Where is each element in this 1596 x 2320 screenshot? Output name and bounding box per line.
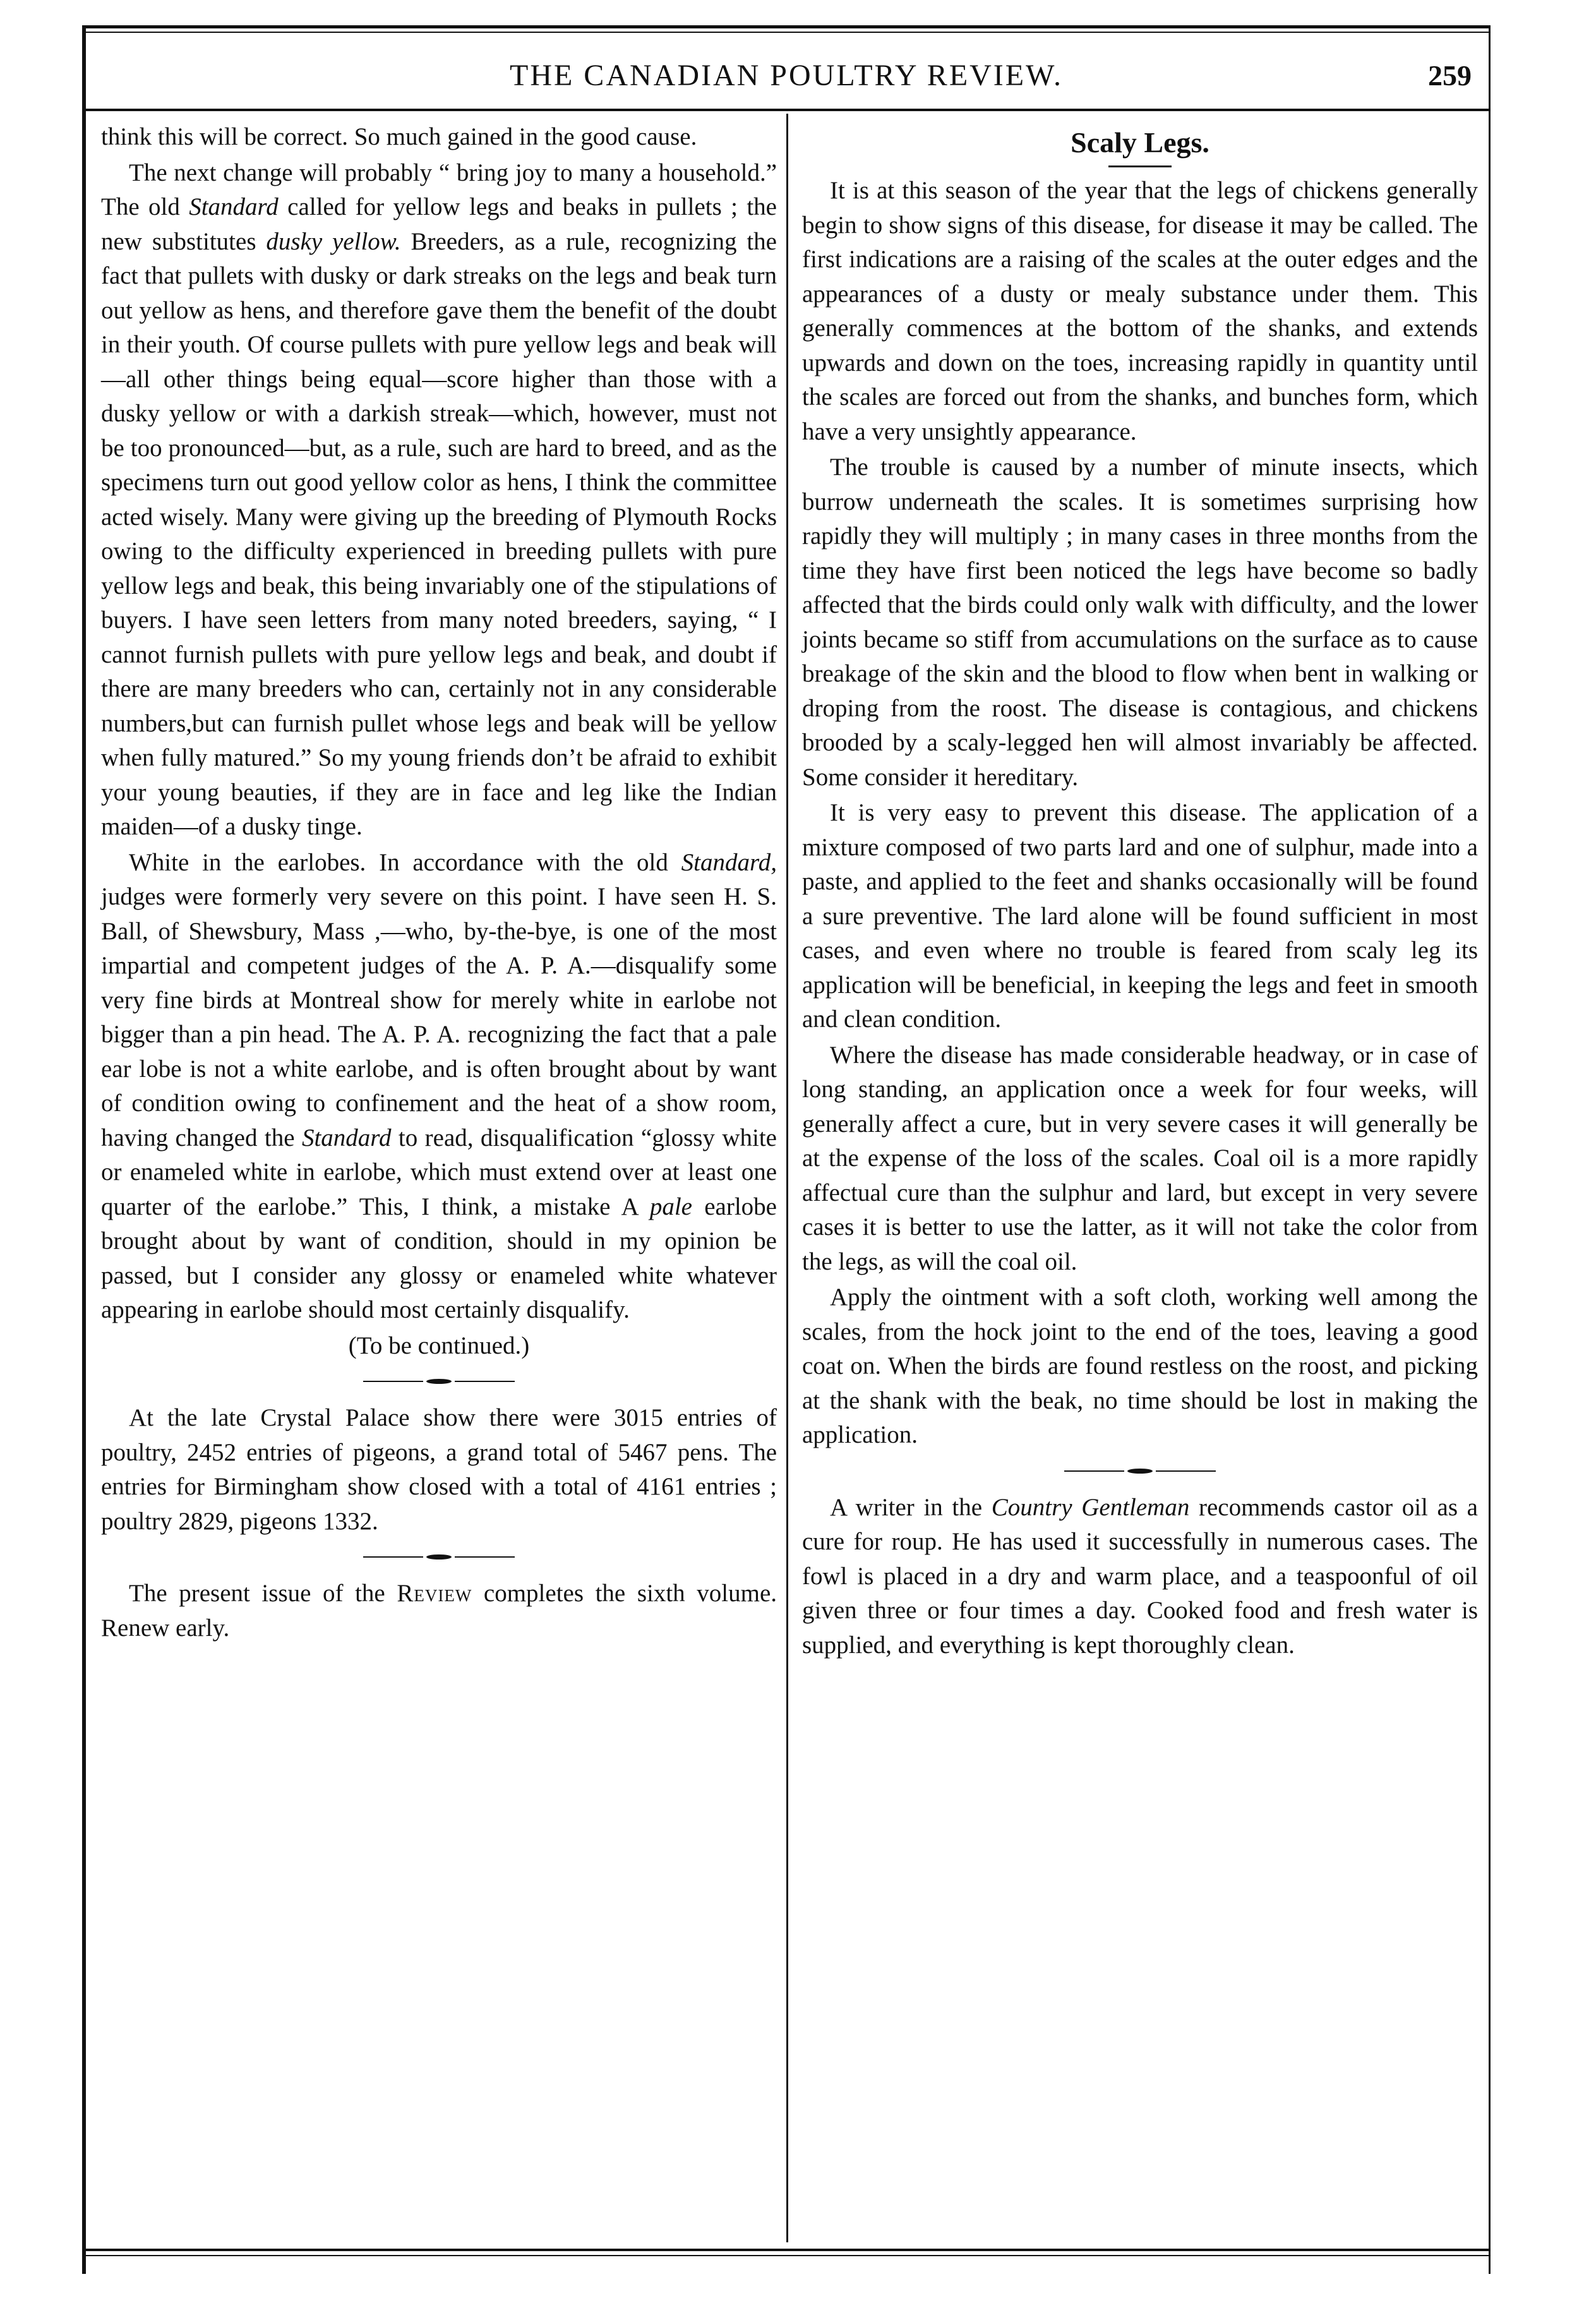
ornament-rule-icon [1064,1468,1216,1474]
paragraph: Where the disease has made considerable headway, or in case of long standing, an application once a week for four weeks, will generally affect a cure, but in very severe cases it will generally be at the expense of the loss of the scales. Coal oil is a more rapidly affectual cure than the sulphur and lard, but except in very severe cases it is better to use the latter, as it will not take the color from the legs, as will the coal oil. [802,1041,1478,1275]
title-rule [1108,165,1172,167]
bottom-rule-thin [82,2255,1491,2256]
italic-run: dusky yellow. [266,227,401,255]
paragraph [802,1491,1478,1663]
header-rule [82,109,1491,111]
italic-run: Standard [301,1124,392,1151]
paragraph: At the late Crystal Palace show there were 3015 entries of poultry, 2452 entries of pigeons, a grand total of 5467 pens. The entries for Birmingham show closed with a total of 4161 entries ; poultry 2829, pigeons 1332. [101,1404,777,1535]
text-run: The next change will probably “ bring joy to many a household.” The old [101,159,777,220]
ornament-rule-icon [363,1378,515,1385]
ornament-separator [101,1539,777,1577]
text-run: earlobe brought about by want of condition, should in my opinion be passed, but I consider any glossy or enameled white whatever appearing in earlobe should most certainly disqualify. [101,1193,777,1323]
paragraph: The trouble is caused by a number of minute insects, which burrow underneath the scales. It is sometimes surprising how rapidly they will multiply ; in many cases in three months from the time they have first been noticed the legs have become so badly affected that the birds could only walk with difficulty, and the lower joints became so stiff from accumulations on the surface as to cause breakage of the skin and the blood to flow when bent in walking or droping from the roost. The disease is contagious, and chickens brooded by a scaly-legged hen will almost invariably be affected. Some consider it hereditary. [802,454,1478,791]
small-caps-run: Review [397,1580,472,1607]
paragraph [101,846,777,1328]
ornament-separator [802,1453,1478,1491]
newspaper-page [82,25,1491,2293]
page-header [95,51,1478,101]
left-column [101,120,777,1645]
text-run: called for yellow legs and beaks in pullets ; the new substitutes [101,193,777,255]
paragraph: It is at this season of the year that the legs of chickens generally begin to show signs of this disease, for disease it may be called. The first indications are a raising of the scales at the outer edges and the appearances of a dusty or mealy substance under them. This generally commences at the bottom of the shanks, and extends upwards and down on the toes, increasing rapidly in quantity until the scales are forced out from the shanks, and bunches form, which have a very unsightly appearance. [802,177,1478,445]
right-column [802,120,1478,1662]
text-run: Breeders, as a rule, recognizing the fact that pullets with dusky or dark streaks on the legs and beak turn out yellow as hens, and therefore gave them the benefit of the doubt in their youth. Of course pullets with pure yellow legs and beak will—all other things being equal—score higher than those with a dusky yellow or with a darkish streak—which, however, must not be too pronounced—but, as a rule, such are hard to breed, and as the specimens turn out good yellow color as hens, I think the committee acted wisely. Many were giving up the breeding of Plymouth Rocks owing to the difficulty experienced in breeding pullets with pure yellow legs and beak, this being invariably one of the stipulations of buyers. I have seen letters from many noted breeders, saying, “ I cannot furnish pullets with pure yellow legs and beak, and doubt if there are many breeders who can, certainly not in any considerable numbers,but can furnish pullet whose legs and beak will be yellow when fully matured.” So my young friends don’t be afraid to exhibit your young beauties, if they are in face and leg like the Indian maiden—of a dusky tinge. [101,227,777,840]
italic-run: Country Gentleman [991,1493,1190,1521]
paragraph: Apply the ointment with a soft cloth, working well among the scales, from the hock joint to the end of the toes, leaving a good coat on. When the birds are found restless on the roost, and picking at the shank with the beak, no time should be lost in making the application. [802,1283,1478,1448]
top-rule [82,25,1491,28]
italic-run: Standard [189,193,279,220]
text-run: judges were formerly very severe on this point. I have seen H. S. Ball, of Shewsbury, Mass ,—who, by-the-bye, is one of the most impartial and competent judges of the A. P. A.—disqualify some very fine birds at Montreal show for merely white in earlobe not bigger than a pin head. The A. P. A. recognizing the fact that a pale ear lobe is not a white earlobe, and is often brought about by want of condition owing to confinement and the heat of a show room, having changed the [101,883,777,1151]
text-run: White in the earlobes. In accordance with the old [129,848,681,876]
text-run: The present issue of the [129,1580,397,1607]
paragraph [101,1577,777,1645]
top-rule-thin [82,32,1491,33]
italic-run: Standard, [681,848,777,876]
paragraph: think this will be correct. So much gained in the good cause. [101,123,697,150]
text-run: recommends castor oil as a cure for roup. He has used it successfully in numerous cases. The fowl is placed in a dry and warm place, and a teaspoonful of oil given three or four times a day. Cooked food and fresh water is supplied, and everything is kept thoroughly clean. [802,1493,1478,1659]
paragraph [101,156,777,844]
text-run: completes the sixth volume. Renew early. [101,1580,777,1642]
continued-note: (To be continued.) [348,1331,530,1359]
column-divider [786,114,788,2242]
italic-run: pale [649,1193,692,1220]
text-run: to read, disqualification “glossy white or enameled white in earlobe, which must extend over at least one quarter of the earlobe.” This, I think, a mistake A [101,1124,777,1220]
ornament-separator [101,1363,777,1401]
publication-title: THE CANADIAN POULTRY REVIEW. [510,59,1063,92]
article-title: Scaly Legs. [1071,126,1209,159]
bottom-rule [82,2249,1491,2251]
page-number: 259 [1428,59,1472,92]
text-run: A writer in the [830,1493,992,1521]
ornament-rule-icon [363,1554,515,1560]
paragraph: It is very easy to prevent this disease. The application of a mixture composed of two parts lard and one of sulphur, made into a paste, and applied to the feet and shanks occasionally will be found a sure preventive. The lard alone will be found sufficient in most cases, and even where no trouble is feared from scaly leg its application will be beneficial, in keeping the legs and feet in smooth and clean condition. [802,799,1478,1033]
